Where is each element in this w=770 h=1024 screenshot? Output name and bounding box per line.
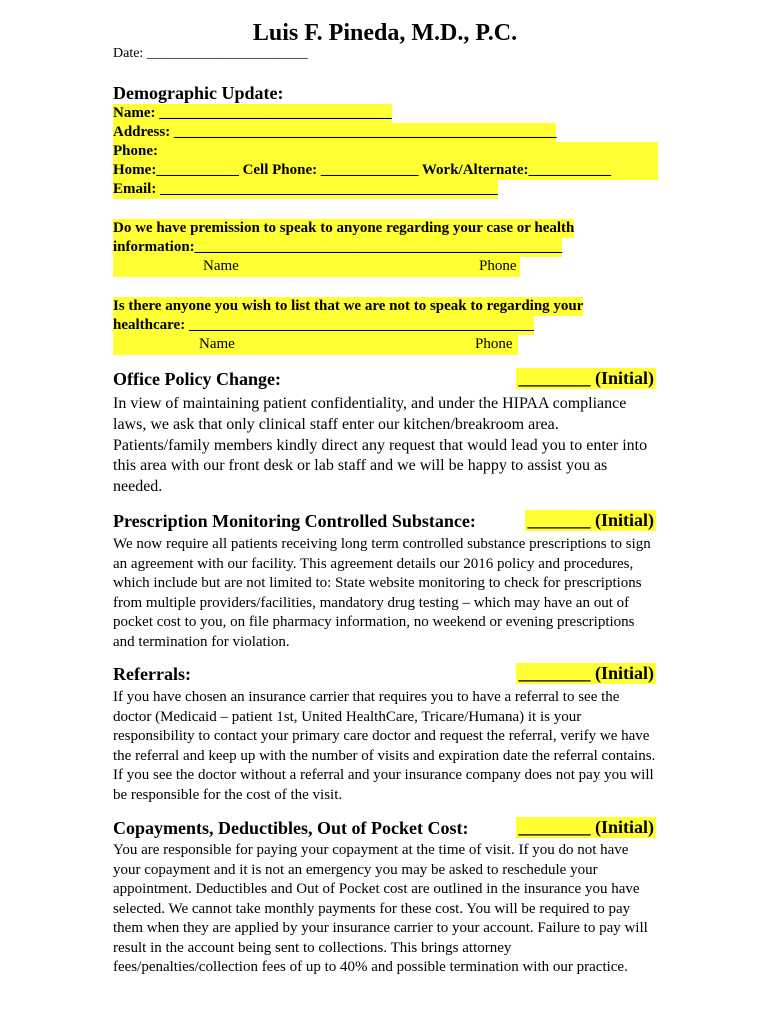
copayments-title: Copayments, Deductibles, Out of Pocket Cost: xyxy=(113,818,469,838)
copayments-initial[interactable]: ________ (Initial) xyxy=(518,817,654,837)
demographic-heading: Demographic Update: xyxy=(113,83,284,103)
prescription-monitoring-title: Prescription Monitoring Controlled Substance: xyxy=(113,511,476,531)
not-speak-phone-label: Phone xyxy=(475,336,513,352)
office-policy-initial[interactable]: ________ (Initial) xyxy=(518,368,654,388)
date-field[interactable]: _______________________ xyxy=(146,46,308,61)
referrals-title: Referrals: xyxy=(113,664,191,684)
date-line xyxy=(113,46,308,62)
not-speak-sublabels xyxy=(113,335,518,355)
page-title: Luis F. Pineda, M.D., P.C. xyxy=(252,20,518,46)
office-policy-body: In view of maintaining patient confidentiality, and under the HIPAA compliance laws, we ask that only clinical staff enter our kitchen/breakroom area. Patients/family members kindly direct any request that would lead you to enter into this area with our front desk or lab staff and we will be happy to assist you as needed. xyxy=(113,395,648,496)
not-speak-name-label: Name xyxy=(199,336,235,352)
prescription-monitoring-initial[interactable]: _______ (Initial) xyxy=(527,510,654,530)
prescription-monitoring-body: We now require all patients receiving long term controlled substance prescriptions to sign an agreement with our facility. This agreement details our 2016 policy and procedures, which include but are not limited to: State website monitoring to check for prescriptions from multiple providers/facilities, mandatory drug testing – which may have an out of pocket cost to you, on file pharmacy information, no weekend or evening prescriptions and termination for violation. xyxy=(113,536,651,650)
referrals-initial[interactable]: ________ (Initial) xyxy=(518,663,654,683)
phone-label: Phone: xyxy=(113,142,658,161)
permission-sublabels xyxy=(113,257,520,277)
date-label: Date: xyxy=(113,46,144,61)
home-cell-work-field[interactable]: Home:___________ Cell Phone: _____________ Work/Alternate:___________ xyxy=(113,161,658,180)
address-field[interactable]: Address: ___________________________________________________ xyxy=(113,124,557,140)
email-field[interactable]: Email: _____________________________________________ xyxy=(113,181,498,197)
permission-name-label: Name xyxy=(203,258,239,274)
not-speak-question: Is there anyone you wish to list that we are not to speak to regarding your xyxy=(113,298,584,314)
name-field[interactable]: Name: _______________________________ xyxy=(113,105,392,121)
copayments-body: You are responsible for paying your copayment at the time of visit. If you do not have your copayment and it is not an emergency you may be asked to reschedule your appointment. Deductibles and Out of Pocket cost are outlined in the insurance you have selected. We cannot take monthly payments for these cost. You will be required to pay them when they are applied by your insurance carrier to your account. Failure to pay will result in the account being sent to collections. This brings attorney fees/penalties/collection fees of up to 40% and possible termination with our practice. xyxy=(113,842,648,975)
permission-phone-label: Phone xyxy=(479,258,517,274)
referrals-body: If you have chosen an insurance carrier that requires you to have a referral to see the doctor (Medicaid – patient 1st, United HealthCare, Tricare/Humana) it is your responsibility to contact your primary care doctor and request the referral, verify we have the referral and keep up with the number of visits and expiration date the referral contains. If you see the doctor without a referral and your insurance company does not pay you will be responsible for the cost of the visit. xyxy=(113,689,656,803)
permission-question: Do we have premission to speak to anyone regarding your case or health xyxy=(113,220,575,236)
office-policy-title: Office Policy Change: xyxy=(113,369,281,389)
not-speak-field[interactable]: healthcare: ______________________________________________ xyxy=(113,317,534,333)
permission-field[interactable]: information:_________________________________________________ xyxy=(113,239,563,255)
